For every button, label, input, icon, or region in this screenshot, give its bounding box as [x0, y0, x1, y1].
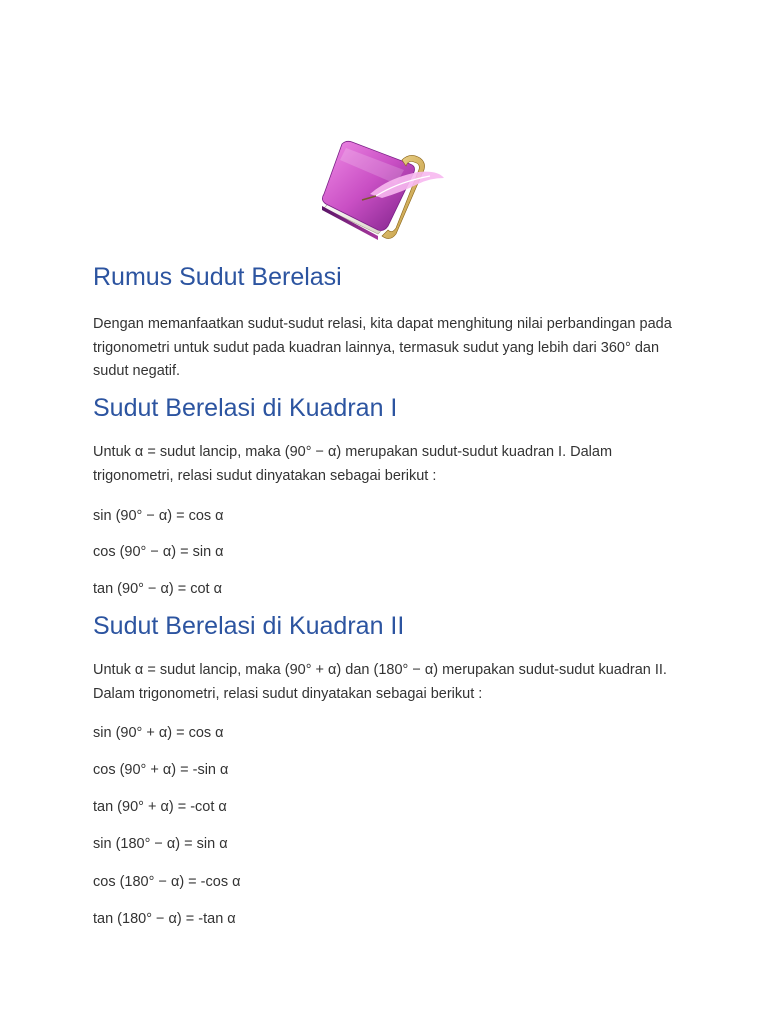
intro-paragraph: Dengan memanfaatkan sudut-sudut relasi, kita dapat menghitung nilai perbandingan pada trigonometri untuk sudut pada kuadran lainnya, termasuk sudut yang lebih dari 360° dan sudut negatif. — [93, 316, 672, 379]
section-intro — [93, 262, 683, 292]
formula-line: tan (90° + α) = -cot α — [93, 799, 227, 815]
kuadran-2-paragraph-block — [93, 659, 683, 706]
formula-line: sin (90° + α) = cos α — [93, 725, 224, 741]
formula-line: cos (180° − α) = -cos α — [93, 874, 241, 890]
heading-kuadran-2: Sudut Berelasi di Kuadran II — [93, 612, 405, 640]
book-quill-icon — [318, 138, 446, 242]
formula-line: tan (90° − α) = cot α — [93, 581, 222, 597]
formula-line: tan (180° − α) = -tan α — [93, 911, 236, 927]
heading-kuadran-1: Sudut Berelasi di Kuadran I — [93, 394, 398, 422]
section-kuadran-1 — [93, 393, 683, 423]
page-title: Rumus Sudut Berelasi — [93, 263, 342, 291]
formula-line: cos (90° + α) = -sin α — [93, 762, 229, 778]
kuadran-1-paragraph: Untuk α = sudut lancip, maka (90° − α) merupakan sudut-sudut kuadran I. Dalam trigonometri, relasi sudut dinyatakan sebagai berikut : — [93, 444, 613, 484]
kuadran-2-paragraph: Untuk α = sudut lancip, maka (90° + α) dan (180° − α) merupakan sudut-sudut kuadran II. Dalam trigonometri, relasi sudut dinyatakan sebagai berikut : — [93, 662, 667, 702]
intro-paragraph-block — [93, 313, 683, 384]
kuadran-1-paragraph-block — [93, 441, 683, 488]
formula-line: sin (180° − α) = sin α — [93, 836, 228, 852]
formula-line: sin (90° − α) = cos α — [93, 508, 224, 524]
section-kuadran-2 — [93, 611, 683, 641]
formula-line: cos (90° − α) = sin α — [93, 544, 224, 560]
